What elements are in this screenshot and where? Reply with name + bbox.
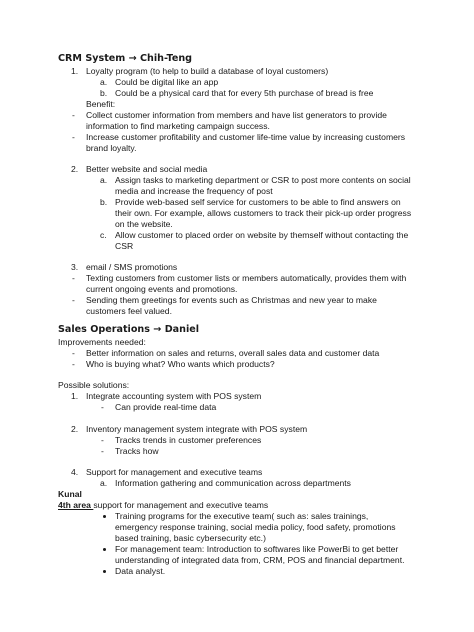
improvements-label: Improvements needed:	[58, 337, 146, 347]
sub-item: Assign tasks to marketing department or CSR to post more contents on social	[115, 175, 411, 185]
sub-marker: a.	[100, 77, 108, 87]
bullet-item-cont: understanding of integrated data from, CRM, POS and financial department.	[115, 555, 405, 565]
bullet-item: Training programs for the executive team( such as: sales trainings,	[115, 511, 369, 521]
bullet-dot	[103, 548, 106, 551]
dash-marker: -	[72, 359, 75, 369]
sub-marker: c.	[100, 230, 107, 240]
dash-item-cont: customers feel valued.	[86, 306, 172, 316]
sub-item: Could be a physical card that for every 5th purchase of bread is free	[115, 88, 374, 98]
dash-marker: -	[72, 110, 75, 120]
list-item: Support for management and executive teams	[86, 467, 263, 477]
list-item-email: email / SMS promotions	[86, 262, 178, 272]
sub-item: Provide web-based self service for customers to be able to find answers on	[115, 197, 401, 207]
sub-marker: a.	[100, 175, 108, 185]
list-item-loyalty: Loyalty program (to help to build a database of loyal customers)	[86, 66, 329, 76]
dash-marker: -	[101, 402, 104, 412]
sub-marker: a.	[100, 478, 108, 488]
bullet-item: Data analyst.	[115, 566, 166, 576]
dash-item: Texting customers from customer lists or members automatically, provides them with	[86, 273, 407, 283]
dash-item: Tracks trends in customer preferences	[115, 435, 262, 445]
bullet-item-cont: based training, basic cybersecurity etc.)	[115, 533, 266, 543]
bullet-dot	[103, 515, 106, 518]
dash-item: Sending them greetings for events such as Christmas and new year to make	[86, 295, 377, 305]
list-number: 4.	[71, 467, 79, 477]
dash-item: Collect customer information from members and have list generators to provide	[86, 110, 387, 120]
bullet-item-cont: emergency response training, social media policy, food safety, promotions	[115, 522, 396, 532]
sub-item-cont: on the website.	[115, 219, 173, 229]
sub-item-cont: their own. For example, allows customers to track their pick-up order progress	[115, 208, 412, 218]
list-number: 3.	[71, 262, 79, 272]
dash-item: Increase customer profitability and customer life-time value by increasing customers	[86, 132, 406, 142]
list-item: Integrate accounting system with POS system	[86, 391, 262, 401]
dash-item: Better information on sales and returns, overall sales data and customer data	[86, 348, 380, 358]
bullet-dot	[103, 570, 106, 573]
crm-heading: CRM System → Chih-Teng	[58, 53, 193, 64]
dash-marker: -	[101, 446, 104, 456]
dash-marker: -	[101, 435, 104, 445]
dash-item: Tracks how	[115, 446, 159, 456]
dash-item-cont: information to find marketing campaign success.	[86, 121, 270, 131]
kunal-heading: Kunal	[58, 489, 82, 499]
list-number: 1.	[71, 66, 79, 76]
list-item: Inventory management system integrate with POS system	[86, 424, 308, 434]
dash-marker: -	[72, 273, 75, 283]
area-text: support for management and executive teams	[93, 500, 269, 510]
bullet-item: For management team: Introduction to softwares like PowerBi to get better	[115, 544, 399, 554]
list-number: 1.	[71, 391, 79, 401]
dash-item: Who is buying what? Who wants which products?	[86, 359, 275, 369]
possible-solutions-label: Possible solutions:	[58, 380, 130, 390]
sub-item-cont: CSR	[115, 241, 134, 251]
dash-item-cont: current ongoing events and promotions.	[86, 284, 238, 294]
sub-item: Information gathering and communication across departments	[115, 478, 351, 488]
sub-item: Allow customer to placed order on website by themself without contacting the	[115, 230, 409, 240]
list-number: 2.	[71, 164, 79, 174]
sales-heading: Sales Operations → Daniel	[58, 324, 200, 335]
dash-marker: -	[72, 295, 75, 305]
dash-item: Can provide real-time data	[115, 402, 217, 412]
area-line	[58, 500, 268, 511]
sub-marker: b.	[100, 88, 108, 98]
area-label: 4th area	[58, 500, 94, 510]
sub-marker: b.	[100, 197, 108, 207]
dash-marker: -	[72, 348, 75, 358]
dash-marker: -	[72, 132, 75, 142]
sub-item-cont: media and increase the frequency of post	[115, 186, 273, 196]
dash-item-cont: brand loyalty.	[86, 143, 137, 153]
benefit-label: Benefit:	[86, 99, 116, 109]
list-item-website: Better website and social media	[86, 164, 208, 174]
list-number: 2.	[71, 424, 79, 434]
sub-item: Could be digital like an app	[115, 77, 219, 87]
